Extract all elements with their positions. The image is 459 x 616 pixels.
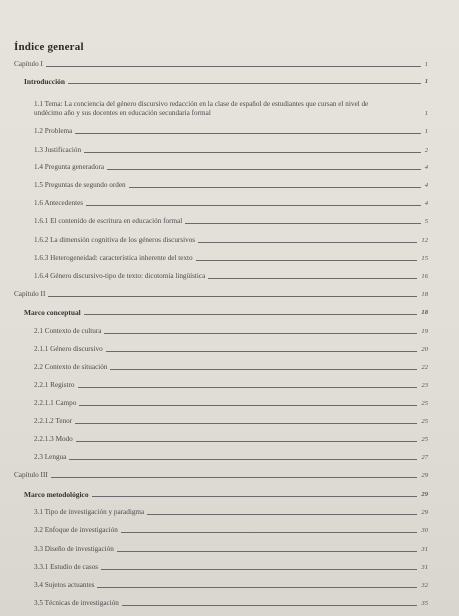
toc-entry	[34, 231, 428, 245]
toc-entry-text: 1.6.3 Heterogeneidad: característica inherente del texto	[34, 254, 193, 262]
dot-leader	[117, 551, 418, 552]
toc-entry-page: 4	[424, 182, 428, 189]
toc-entry	[34, 249, 428, 263]
toc-entry	[14, 285, 428, 299]
toc-entry	[34, 594, 428, 608]
toc-entry-page: 15	[421, 255, 428, 262]
toc-entry-text: 2.2.1.3 Modo	[34, 435, 73, 443]
dot-leader	[51, 477, 418, 478]
toc-entry-text: Capítulo III	[14, 471, 48, 479]
toc-entry-page: 18	[421, 291, 428, 298]
toc-entry-text: 1.6.4 Género discursivo-tipo de texto: dicotomía lingüística	[34, 272, 206, 280]
toc-entry	[34, 376, 428, 390]
toc-entry-page: 22	[421, 364, 428, 371]
dot-leader	[75, 423, 417, 424]
toc-entry	[34, 521, 428, 535]
toc-entry-page: 16	[421, 273, 428, 280]
toc-entry-page: 29	[421, 491, 428, 498]
toc-entry-text: 1.6.1 El contenido de escritura en educación formal	[34, 217, 183, 225]
toc-entry	[34, 448, 428, 462]
toc-entry-text: 3.1 Tipo de investigación y paradigma	[34, 508, 145, 516]
toc-entry	[14, 55, 428, 69]
dot-leader	[76, 441, 418, 442]
toc-entry-page: 29	[421, 509, 428, 516]
toc-entry-page: 25	[421, 436, 428, 443]
toc-entry	[34, 540, 428, 554]
toc-entry-text: 2.1.1 Género discursivo	[34, 345, 103, 353]
toc-entry-page: 29	[421, 472, 428, 479]
dot-leader	[129, 187, 421, 188]
dot-leader	[196, 260, 418, 261]
dot-leader	[104, 333, 417, 334]
toc-entry-page: 1	[424, 128, 428, 135]
toc-entry-text: 3.3 Diseño de investigación	[34, 545, 114, 553]
toc-entry-page: 31	[421, 564, 428, 571]
toc-entry	[34, 158, 428, 172]
toc-entry-text: Capítulo II	[14, 290, 46, 298]
dot-leader	[106, 351, 418, 352]
toc-entry	[34, 394, 428, 408]
toc-entry-text: Capítulo I	[14, 60, 43, 68]
toc-entry	[34, 176, 428, 190]
toc-entry	[34, 412, 428, 426]
toc-entry	[34, 503, 428, 517]
dot-leader	[122, 605, 418, 606]
toc-entry-text: 1.5 Preguntas de segundo orden	[34, 181, 126, 189]
toc-entry-page: 4	[424, 164, 428, 171]
toc-entry-text: 2.2.1.1 Campo	[34, 399, 77, 407]
dot-leader	[84, 314, 418, 315]
toc-entry-text: 1.6.2 La dimensión cognitiva de los géneros discursivos	[34, 236, 196, 244]
dot-leader	[46, 66, 421, 67]
toc-entry-page: 4	[424, 200, 428, 207]
toc-entry	[34, 122, 428, 136]
toc-entry	[34, 94, 428, 118]
dot-leader	[198, 242, 417, 243]
toc-entry-page: 18	[421, 309, 428, 316]
dot-leader	[84, 152, 421, 153]
toc-entry-page: 27	[421, 454, 428, 461]
toc-entry-text: 1.6 Antecedentes	[34, 199, 84, 207]
toc-entry-page: 12	[421, 237, 428, 244]
toc-entry-text: Introducción	[24, 77, 65, 86]
toc-entry	[34, 358, 428, 372]
toc-entry-page: 1	[424, 61, 428, 68]
dot-leader	[68, 83, 421, 84]
toc-entry-page: 1	[424, 78, 428, 85]
toc-entry-text: 2.1 Contexto de cultura	[34, 327, 102, 335]
toc-entry-text: 1.2 Problema	[34, 127, 73, 135]
toc-entry-page: 2	[424, 147, 428, 154]
toc-entry-page: 19	[421, 328, 428, 335]
dot-leader	[147, 514, 417, 515]
toc-entry-text: Marco metodológico	[24, 490, 89, 499]
toc-entry	[34, 267, 428, 281]
toc-entry	[34, 340, 428, 354]
dot-leader	[92, 496, 418, 497]
toc-entry-text: 1.3 Justificación	[34, 146, 82, 154]
toc-entry-text: 2.2 Contexto de situación	[34, 363, 108, 371]
toc-entry-page: 30	[421, 527, 428, 534]
dot-leader	[97, 587, 417, 588]
dot-leader	[78, 387, 418, 388]
dot-leader	[110, 369, 417, 370]
toc-entry-text: Marco conceptual	[24, 308, 81, 317]
page-title: Índice general	[14, 41, 84, 53]
toc-entry-page: 25	[421, 400, 428, 407]
toc-entry-page: 35	[421, 600, 428, 607]
toc-entry-text: 2.3 Lengua	[34, 453, 67, 461]
toc-entry	[24, 303, 428, 317]
toc-entry	[34, 430, 428, 444]
toc-entry-page: 20	[421, 346, 428, 353]
toc-entry-text: 2.2.1.2 Tenor	[34, 417, 73, 425]
toc-entry-page: 1	[424, 110, 428, 117]
toc-entry-text: 3.5 Técnicas de investigación	[34, 599, 119, 607]
toc-entry-page: 5	[424, 218, 428, 225]
toc-entry	[24, 72, 428, 86]
dot-leader	[86, 205, 421, 206]
dot-leader	[79, 405, 417, 406]
dot-leader	[107, 169, 421, 170]
dot-leader	[121, 532, 418, 533]
toc-entry	[34, 322, 428, 336]
dot-leader	[48, 296, 417, 297]
dot-leader	[185, 223, 420, 224]
dot-leader	[101, 569, 417, 570]
toc-entry-text: 2.2.1 Registro	[34, 381, 75, 389]
toc-entry-page: 23	[421, 382, 428, 389]
toc-entry	[24, 485, 428, 499]
toc-entry-page: 25	[421, 418, 428, 425]
toc-entry-text: 3.4 Sujetos actuantes	[34, 581, 95, 589]
toc-entry-page: 32	[421, 582, 428, 589]
dot-leader	[208, 278, 417, 279]
toc-entry	[34, 558, 428, 572]
toc-entry	[14, 466, 428, 480]
toc-entry	[34, 576, 428, 590]
toc-entry	[34, 141, 428, 155]
toc-entry-text: 3.3.1 Estudio de casos	[34, 563, 99, 571]
toc-entry	[34, 212, 428, 226]
toc-entry-text: 3.2 Enfoque de investigación	[34, 526, 118, 534]
toc-entry	[34, 194, 428, 208]
toc-entry-text: 1.4 Pregunta generadora	[34, 163, 105, 171]
toc-entry-text: 1.1 Tema: La conciencia del género discursivo redacción en la clase de español de estudiantes que cursan el nivel de undécimo año y sus docentes en educación secundaria formal	[34, 100, 369, 117]
dot-leader	[75, 133, 420, 134]
toc-entry-page: 31	[421, 546, 428, 553]
dot-leader	[69, 459, 417, 460]
